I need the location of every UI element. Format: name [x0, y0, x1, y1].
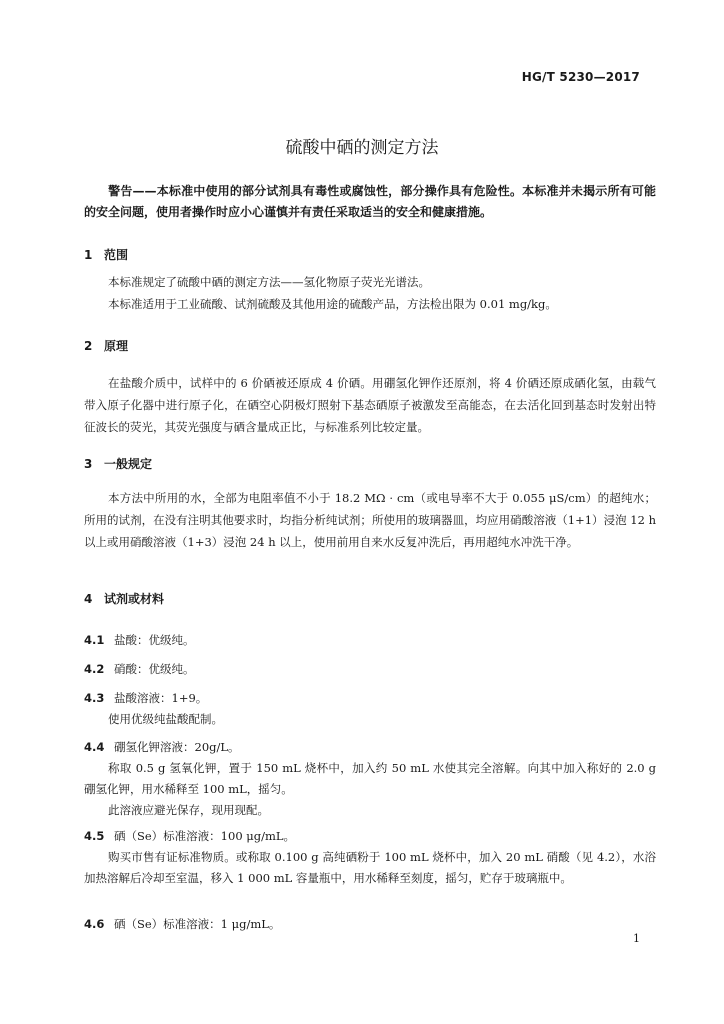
section-title: 范围	[104, 248, 129, 262]
section-number: 3	[84, 457, 93, 471]
item-4-5	[84, 826, 656, 889]
page-title: 硫酸中硒的测定方法	[285, 138, 439, 158]
section-title: 一般规定	[104, 457, 153, 471]
section-number: 1	[84, 248, 93, 262]
item-number: 4.4	[84, 740, 105, 754]
item-4-1	[84, 630, 656, 651]
item-line: 购买市售有证标准物质。或称取 0.100 g 高纯硒粉于 100 mL 烧杯中，加入 20 mL 硝酸（见 4.2），水浴加热溶解后冷却至室温，移入 1 000 mL 容量瓶中，用水稀释至刻度，摇匀，贮存于玻璃瓶中。	[84, 850, 656, 885]
item-4-2	[84, 659, 656, 680]
item-number: 4.6	[84, 917, 105, 931]
item-number: 4.5	[84, 829, 105, 843]
paragraph: 在盐酸介质中，试样中的 6 价硒被还原成 4 价硒。用硼氢化钾作还原剂，将 4 价硒还原成硒化氢，由载气带入原子化器中进行原子化，在硒空心阴极灯照射下基态硒原子被激发至高能态，在去活化回到基态时发射出特征波长的荧光，其荧光强度与硒含量成正比，与标准系列比较定量。	[84, 376, 656, 434]
item-number: 4.2	[84, 662, 105, 676]
item-head: 硒（Se）标准溶液：1 μg/mL。	[114, 917, 281, 931]
item-number: 4.1	[84, 633, 105, 647]
item-head: 硝酸：优级纯。	[114, 662, 195, 676]
warning-paragraph	[84, 181, 656, 223]
warning-text: 警告——本标准中使用的部分试剂具有毒性或腐蚀性，部分操作具有危险性。本标准并未揭示所有可能的安全问题，使用者操作时应小心谨慎并有责任采取适当的安全和健康措施。	[84, 184, 656, 219]
item-head: 盐酸溶液：1+9。	[114, 691, 208, 705]
item-line: 此溶液应避光保存，现用现配。	[108, 803, 269, 817]
item-line: 使用优级纯盐酸配制。	[108, 712, 223, 726]
section-heading-scope	[84, 246, 128, 263]
section-body-scope	[84, 271, 656, 315]
item-head: 硒（Se）标准溶液：100 μg/mL。	[114, 829, 296, 843]
item-4-6	[84, 914, 656, 935]
section-heading-general	[84, 455, 152, 472]
section-body-principle	[84, 372, 656, 438]
item-4-4	[84, 737, 656, 821]
paragraph: 本方法中所用的水，全部为电阻率值不小于 18.2 MΩ · cm（或电导率不大于 0.055 μS/cm）的超纯水；所用的试剂，在没有注明其他要求时，均指分析纯试剂；所使用的玻璃器皿，均应用硝酸溶液（1+1）浸泡 12 h 以上或用硝酸溶液（1+3）浸泡 24 h 以上，使用前用自来水反复冲洗后，再用超纯水冲洗干净。	[84, 491, 656, 549]
paragraph: 本标准适用于工业硫酸、试剂硫酸及其他用途的硫酸产品，方法检出限为 0.01 mg/kg。	[108, 297, 557, 311]
section-body-general	[84, 487, 656, 553]
section-heading-reagents	[84, 590, 164, 607]
standard-number: HG/T 5230—2017	[521, 70, 640, 84]
item-4-3	[84, 688, 656, 730]
section-number: 4	[84, 592, 93, 606]
item-number: 4.3	[84, 691, 105, 705]
page-number: 1	[633, 932, 640, 945]
paragraph: 本标准规定了硫酸中硒的测定方法——氢化物原子荧光光谱法。	[108, 275, 430, 289]
section-title: 原理	[104, 339, 129, 353]
item-head: 盐酸：优级纯。	[114, 633, 195, 647]
item-head: 硼氢化钾溶液：20g/L。	[114, 740, 240, 754]
section-heading-principle	[84, 337, 128, 354]
item-line: 称取 0.5 g 氢氧化钾，置于 150 mL 烧杯中，加入约 50 mL 水使其完全溶解。向其中加入称好的 2.0 g 硼氢化钾，用水稀释至 100 mL，摇匀。	[84, 761, 656, 796]
section-title: 试剂或材料	[104, 592, 165, 606]
section-number: 2	[84, 339, 93, 353]
